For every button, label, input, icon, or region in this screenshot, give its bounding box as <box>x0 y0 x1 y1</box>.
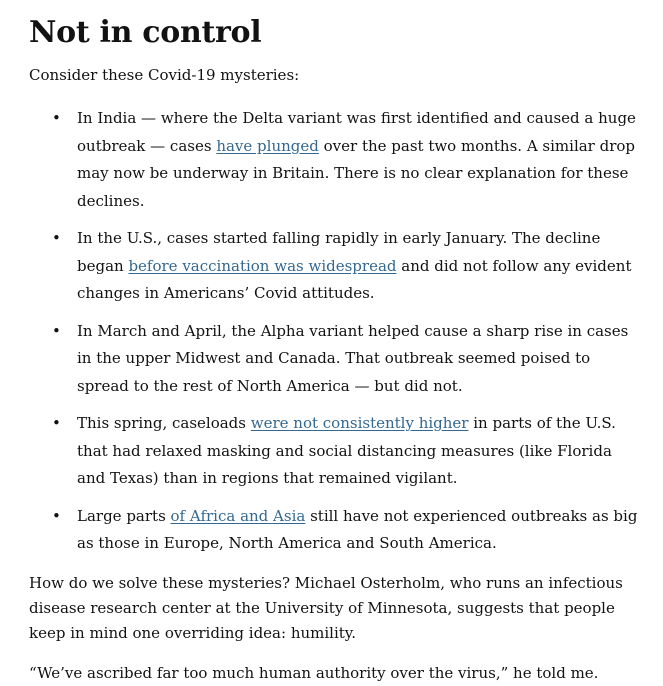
bullet-icon: • <box>52 229 61 247</box>
list-item <box>29 503 644 558</box>
list-item <box>29 105 644 215</box>
bullet-icon: • <box>52 321 61 340</box>
list-item <box>29 318 644 401</box>
item-text: and did not follow any evident changes in Americans’ Covid attitudes. <box>77 256 632 302</box>
link-not-consistently-higher[interactable]: were not consistently higher <box>250 414 469 432</box>
link-before-vaccination[interactable]: before vaccination was widespread <box>128 256 397 275</box>
bullet-icon: • <box>52 109 61 127</box>
paragraph-quote: “We’ve ascribed far too much human authority over the virus,” he told me. <box>29 664 599 682</box>
item-text: In India — where the Delta variant was first identified and caused a huge outbreak — cases <box>77 109 636 155</box>
item-text: Large parts <box>77 506 171 525</box>
item-text: over the past two months. A similar drop may now be underway in Britain. There is no clear explanation for these declines. <box>77 136 636 210</box>
mysteries-list <box>29 105 644 568</box>
item-text: In March and April, the Alpha variant helped cause a sharp rise in cases in the upper Midwest and Canada. That outbreak seemed poised to spread to the rest of North America — but did not. <box>77 321 629 395</box>
list-item <box>29 410 644 493</box>
bullet-icon: • <box>52 414 61 432</box>
link-africa-and-asia[interactable]: of Africa and Asia <box>170 506 306 525</box>
item-text: This spring, caseloads <box>77 414 251 432</box>
paragraph-osterholm: How do we solve these mysteries? Michael Osterholm, who runs an infectious disease research center at the University of Minnesota, suggests that people keep in mind one overriding idea: humility. <box>29 574 623 642</box>
item-text: In the U.S., cases started falling rapidly in early January. The decline began <box>77 229 601 275</box>
item-text: in parts of the U.S. that had relaxed masking and social distancing measures (like Florida and Texas) than in regions that remained vigilant. <box>77 414 616 487</box>
item-text: still have not experienced outbreaks as big as those in Europe, North America and South America. <box>77 506 638 552</box>
list-item <box>29 225 644 308</box>
link-have-plunged[interactable]: have plunged <box>216 136 319 155</box>
intro-text: Consider these Covid-19 mysteries: <box>29 66 300 84</box>
section-heading: Not in control <box>29 15 262 50</box>
bullet-icon: • <box>52 506 61 525</box>
